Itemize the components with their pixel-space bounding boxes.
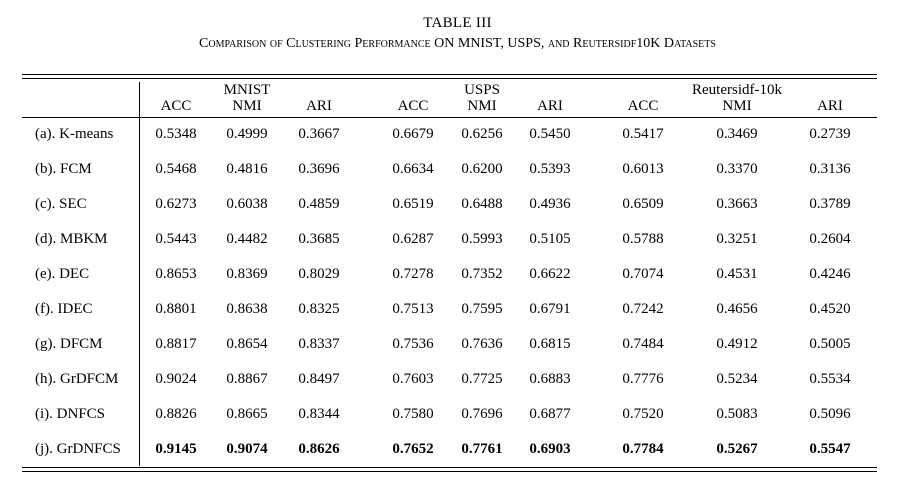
- table-cell: 0.8337: [298, 336, 340, 352]
- table-number: TABLE III: [423, 15, 492, 31]
- metric-header: ARI: [537, 98, 563, 114]
- table-cell: 0.8638: [226, 301, 268, 317]
- table-cell: 0.5096: [809, 406, 851, 422]
- table-cell: 0.6634: [392, 161, 434, 177]
- table-cell: 0.2739: [809, 126, 851, 142]
- table-cell: 0.8801: [155, 301, 197, 317]
- table-cell: 0.3469: [716, 126, 758, 142]
- table-cell: 0.5393: [529, 161, 571, 177]
- column-divider: [139, 82, 140, 466]
- row-label: (b). FCM: [35, 161, 92, 177]
- table-cell: 0.8369: [226, 266, 268, 282]
- metric-header: ACC: [627, 98, 659, 114]
- table-cell: 0.4999: [226, 126, 268, 142]
- table-cell: 0.6488: [461, 196, 503, 212]
- table-cell: 0.5267: [716, 441, 758, 457]
- metric-header: ARI: [817, 98, 843, 114]
- table-cell: 0.9024: [155, 371, 197, 387]
- table-cell: 0.7242: [622, 301, 664, 317]
- bottom-rule-2: [22, 471, 877, 472]
- table-cell: 0.8826: [155, 406, 197, 422]
- table-cell: 0.7761: [461, 441, 503, 457]
- table-cell: 0.8029: [298, 266, 340, 282]
- table-cell: 0.8654: [226, 336, 268, 352]
- table-cell: 0.4912: [716, 336, 758, 352]
- metric-header: NMI: [232, 98, 262, 114]
- table-cell: 0.8325: [298, 301, 340, 317]
- table-cell: 0.5534: [809, 371, 851, 387]
- table-cell: 0.6273: [155, 196, 197, 212]
- table-cell: 0.2604: [809, 231, 851, 247]
- top-rule-1: [22, 74, 877, 75]
- table-cell: 0.3696: [298, 161, 340, 177]
- table-cell: 0.7652: [392, 441, 434, 457]
- table-cell: 0.3663: [716, 196, 758, 212]
- table-cell: 0.7603: [392, 371, 434, 387]
- table-cell: 0.5234: [716, 371, 758, 387]
- table-cell: 0.7484: [622, 336, 664, 352]
- table-cell: 0.5547: [809, 441, 851, 457]
- table-cell: 0.3667: [298, 126, 340, 142]
- row-label: (c). SEC: [35, 196, 87, 212]
- table-cell: 0.4520: [809, 301, 851, 317]
- table-cell: 0.5450: [529, 126, 571, 142]
- table-cell: 0.6877: [529, 406, 571, 422]
- table-cell: 0.7513: [392, 301, 434, 317]
- dataset-header: USPS: [464, 82, 500, 98]
- bottom-rule-1: [22, 467, 877, 468]
- table-cell: 0.5443: [155, 231, 197, 247]
- table-cell: 0.7580: [392, 406, 434, 422]
- table-cell: 0.4656: [716, 301, 758, 317]
- table-cell: 0.5005: [809, 336, 851, 352]
- table-cell: 0.8653: [155, 266, 197, 282]
- table-cell: 0.5417: [622, 126, 664, 142]
- table-cell: 0.8626: [298, 441, 340, 457]
- table-cell: 0.7776: [622, 371, 664, 387]
- table-cell: 0.4859: [298, 196, 340, 212]
- row-label: (h). GrDFCM: [35, 371, 119, 387]
- table-cell: 0.6519: [392, 196, 434, 212]
- table-cell: 0.7784: [622, 441, 664, 457]
- table-cell: 0.6903: [529, 441, 571, 457]
- metric-header: ACC: [397, 98, 429, 114]
- table-cell: 0.4531: [716, 266, 758, 282]
- table-cell: 0.7725: [461, 371, 503, 387]
- dataset-header: MNIST: [223, 82, 271, 98]
- table-cell: 0.8665: [226, 406, 268, 422]
- dataset-header: Reutersidf-10k: [692, 82, 782, 98]
- table-cell: 0.4482: [226, 231, 268, 247]
- row-label: (a). K-means: [35, 126, 114, 142]
- table-cell: 0.5348: [155, 126, 197, 142]
- table-cell: 0.3251: [716, 231, 758, 247]
- table-cell: 0.6200: [461, 161, 503, 177]
- header-rule: [22, 117, 877, 118]
- table-cell: 0.6815: [529, 336, 571, 352]
- table-cell: 0.7520: [622, 406, 664, 422]
- table-cell: 0.5468: [155, 161, 197, 177]
- metric-header: ARI: [306, 98, 332, 114]
- metric-header: NMI: [467, 98, 497, 114]
- table-cell: 0.7636: [461, 336, 503, 352]
- table-cell: 0.3370: [716, 161, 758, 177]
- table-cell: 0.4246: [809, 266, 851, 282]
- table-cell: 0.5105: [529, 231, 571, 247]
- table-cell: 0.8344: [298, 406, 340, 422]
- table-cell: 0.6883: [529, 371, 571, 387]
- table-cell: 0.7595: [461, 301, 503, 317]
- table-cell: 0.6679: [392, 126, 434, 142]
- metric-header: ACC: [160, 98, 192, 114]
- table-cell: 0.6038: [226, 196, 268, 212]
- table-cell: 0.8867: [226, 371, 268, 387]
- row-label: (i). DNFCS: [35, 406, 106, 422]
- table-cell: 0.8497: [298, 371, 340, 387]
- table-cell: 0.6509: [622, 196, 664, 212]
- table-cell: 0.6287: [392, 231, 434, 247]
- table-caption: Comparison of Clustering Performance ON MNIST, USPS, and Reutersidf10K Datasets: [199, 36, 716, 51]
- table-cell: 0.6622: [529, 266, 571, 282]
- table-cell: 0.8817: [155, 336, 197, 352]
- table-cell: 0.7278: [392, 266, 434, 282]
- table-cell: 0.5788: [622, 231, 664, 247]
- table-cell: 0.7696: [461, 406, 503, 422]
- table-cell: 0.4816: [226, 161, 268, 177]
- table-cell: 0.9074: [226, 441, 268, 457]
- table-cell: 0.7074: [622, 266, 664, 282]
- row-label: (g). DFCM: [35, 336, 103, 352]
- table-cell: 0.5993: [461, 231, 503, 247]
- table-cell: 0.6256: [461, 126, 503, 142]
- row-label: (f). IDEC: [35, 301, 93, 317]
- row-label: (j). GrDNFCS: [35, 441, 121, 457]
- table-cell: 0.6013: [622, 161, 664, 177]
- top-rule-2: [22, 78, 877, 79]
- row-label: (e). DEC: [35, 266, 90, 282]
- table-cell: 0.3685: [298, 231, 340, 247]
- table-cell: 0.3136: [809, 161, 851, 177]
- metric-header: NMI: [722, 98, 752, 114]
- row-label: (d). MBKM: [35, 231, 108, 247]
- table-cell: 0.9145: [155, 441, 197, 457]
- table-cell: 0.7352: [461, 266, 503, 282]
- table-cell: 0.3789: [809, 196, 851, 212]
- table-cell: 0.4936: [529, 196, 571, 212]
- table-cell: 0.7536: [392, 336, 434, 352]
- table-cell: 0.5083: [716, 406, 758, 422]
- table-cell: 0.6791: [529, 301, 571, 317]
